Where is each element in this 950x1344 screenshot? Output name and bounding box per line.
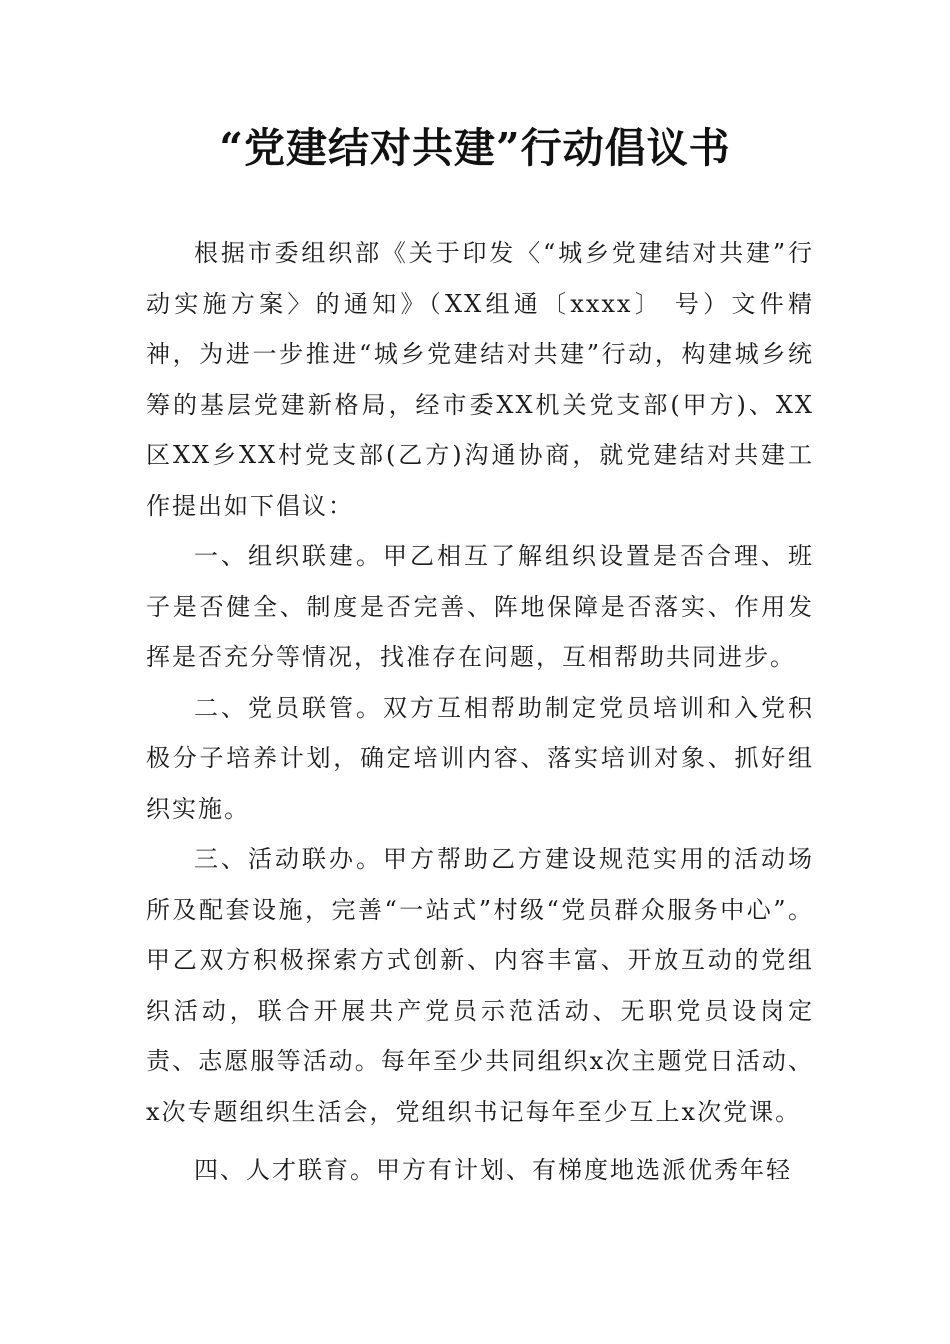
paragraph-intro: 根据市委组织部《关于印发〈“城乡党建结对共建”行动实施方案〉的通知》（XX组通〔xxxx〕 号）文件精神，为进一步推进“城乡党建结对共建”行动，构建城乡统筹的基层党建新格局，经市委XX机关党支部(甲方)、XX区XX乡XX村党支部(乙方)沟通协商，就党建结对共建工作提出如下倡议： [146, 239, 814, 520]
paragraph-activities: 三、活动联办。甲方帮助乙方建设规范实用的活动场所及配套设施，完善“一站式”村级“党员群众服务中心”。甲乙双方积极探索方式创新、内容丰富、开放互动的党组织活动，联合开展共产党员示范活动、无职党员设岗定责、志愿服等活动。每年至少共同组织x次主题党日活动、x次专题组织生活会，党组织书记每年至少互上x次党课。 [146, 845, 814, 1126]
paragraph-talent: 四、人才联育。甲方有计划、有梯度地选派优秀年轻 [194, 1156, 792, 1184]
paragraph-members: 二、党员联管。双方互相帮助制定党员培训和入党积极分子培养计划，确定培训内容、落实培训对象、抓好组织实施。 [146, 693, 814, 823]
paragraph-organization: 一、组织联建。甲乙相互了解组织设置是否合理、班子是否健全、制度是否完善、阵地保障是否落实、作用发挥是否充分等情况，找准存在问题，互相帮助共同进步。 [146, 542, 814, 671]
document-title: “党建结对共建”行动倡议书 [219, 124, 731, 172]
document-body [146, 228, 814, 1196]
